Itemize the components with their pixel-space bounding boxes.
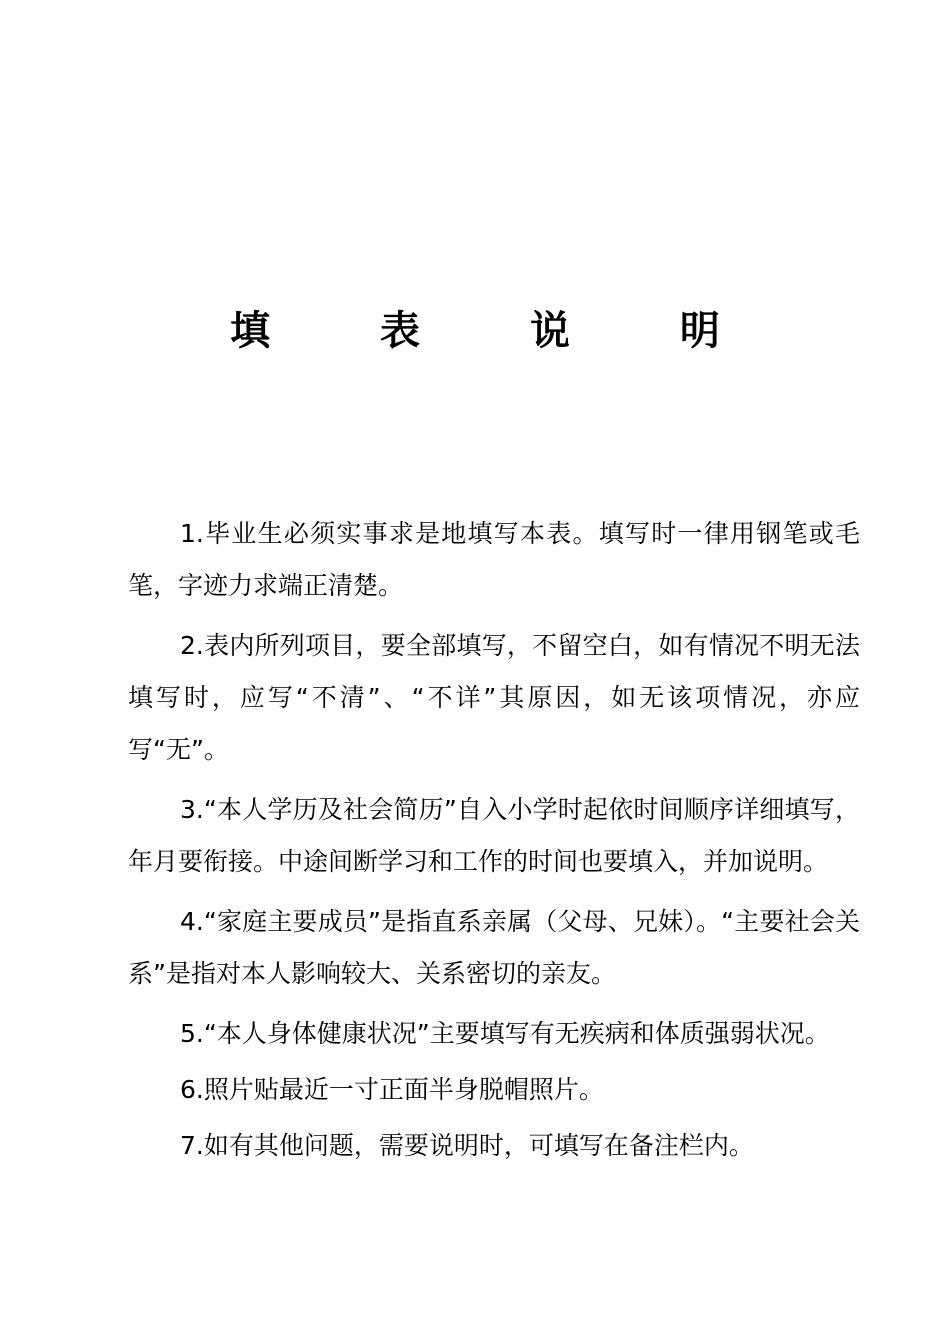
- instruction-item-7: 7.如有其他问题，需要说明时，可填写在备注栏内。: [180, 1131, 754, 1160]
- page-title: 填 表 说 明: [230, 307, 768, 354]
- instruction-item-3: 3.“本人学历及社会简历”自入小学时起依时间顺序详细填写，年月要衔接。中途间断学习和工作的时间也要填入，并加说明。: [128, 795, 860, 876]
- instruction-item-5: 5.“本人身体健康状况”主要填写有无疾病和体质强弱状况。: [180, 1019, 830, 1048]
- instruction-item-4: 4.“家庭主要成员”是指直系亲属（父母、兄妹）。“主要社会关系”是指对本人影响较大、关系密切的亲友。: [128, 907, 860, 988]
- instruction-item-6: 6.照片贴最近一寸正面半身脱帽照片。: [180, 1075, 604, 1104]
- instruction-item-2: 2.表内所列项目，要全部填写，不留空白，如有情况不明无法填写时，应写“不清”、“不详”其原因，如无该项情况，亦应写“无”。: [128, 631, 860, 764]
- instructions-body: [128, 508, 860, 1172]
- instruction-item-1: 1.毕业生必须实事求是地填写本表。填写时一律用钢笔或毛笔，字迹力求端正清楚。: [128, 519, 860, 600]
